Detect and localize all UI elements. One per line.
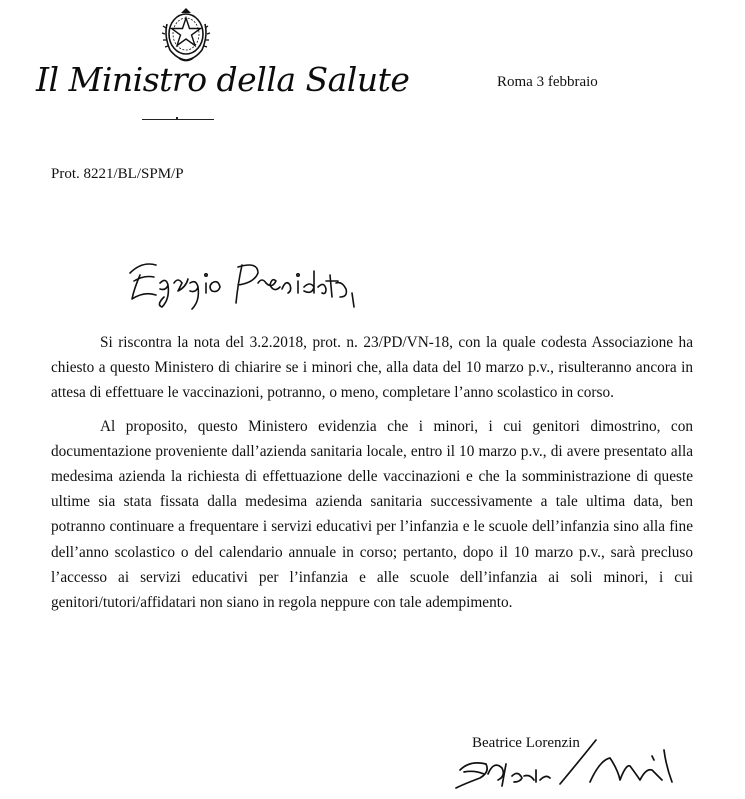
letter-body	[51, 330, 693, 623]
letter-date: Roma 3 febbraio	[497, 74, 598, 90]
handwritten-signature	[450, 730, 680, 792]
title-divider	[142, 119, 214, 120]
signer-name: Beatrice Lorenzin	[472, 735, 580, 751]
body-paragraph: Si riscontra la nota del 3.2.2018, prot. n. 23/PD/VN-18, con la quale codesta Associazione ha chiesto a questo Ministero di chiarire se i minori che, alla data del 10 marzo p.v., risulteranno ancora in attesa di effettuare le vaccinazioni, potranno, o meno, completare l’anno scolastico in corso.	[51, 334, 693, 402]
handwritten-salutation	[126, 253, 366, 317]
italian-republic-emblem-icon	[161, 6, 211, 64]
protocol-number: Prot. 8221/BL/SPM/P	[51, 166, 184, 182]
ministry-title: Il Ministro della Salute	[36, 60, 410, 99]
body-paragraph: Al proposito, questo Ministero evidenzia che i minori, i cui genitori dimostrino, con documentazione proveniente dall’azienda sanitaria locale, entro il 10 marzo p.v., di avere presentato alla medesima azienda la richiesta di effettuazione delle vaccinazioni e che la somministrazione di queste ultime sia stata fissata dalla medesima azienda sanitaria successivamente a tale ultima data, ben potranno continuare a frequentare i servizi educativi per l’infanzia e le scuole dell’infanzia sino alla fine dell’anno scolastico o del calendario annuale in corso; pertanto, dopo il 10 marzo p.v., sarà precluso l’accesso ai servizi educativi per l’infanzia e alle scuole dell’infanzia ai soli minori, i cui genitori/tutori/affidatari non siano in regola neppure con tale adempimento.	[51, 417, 693, 612]
